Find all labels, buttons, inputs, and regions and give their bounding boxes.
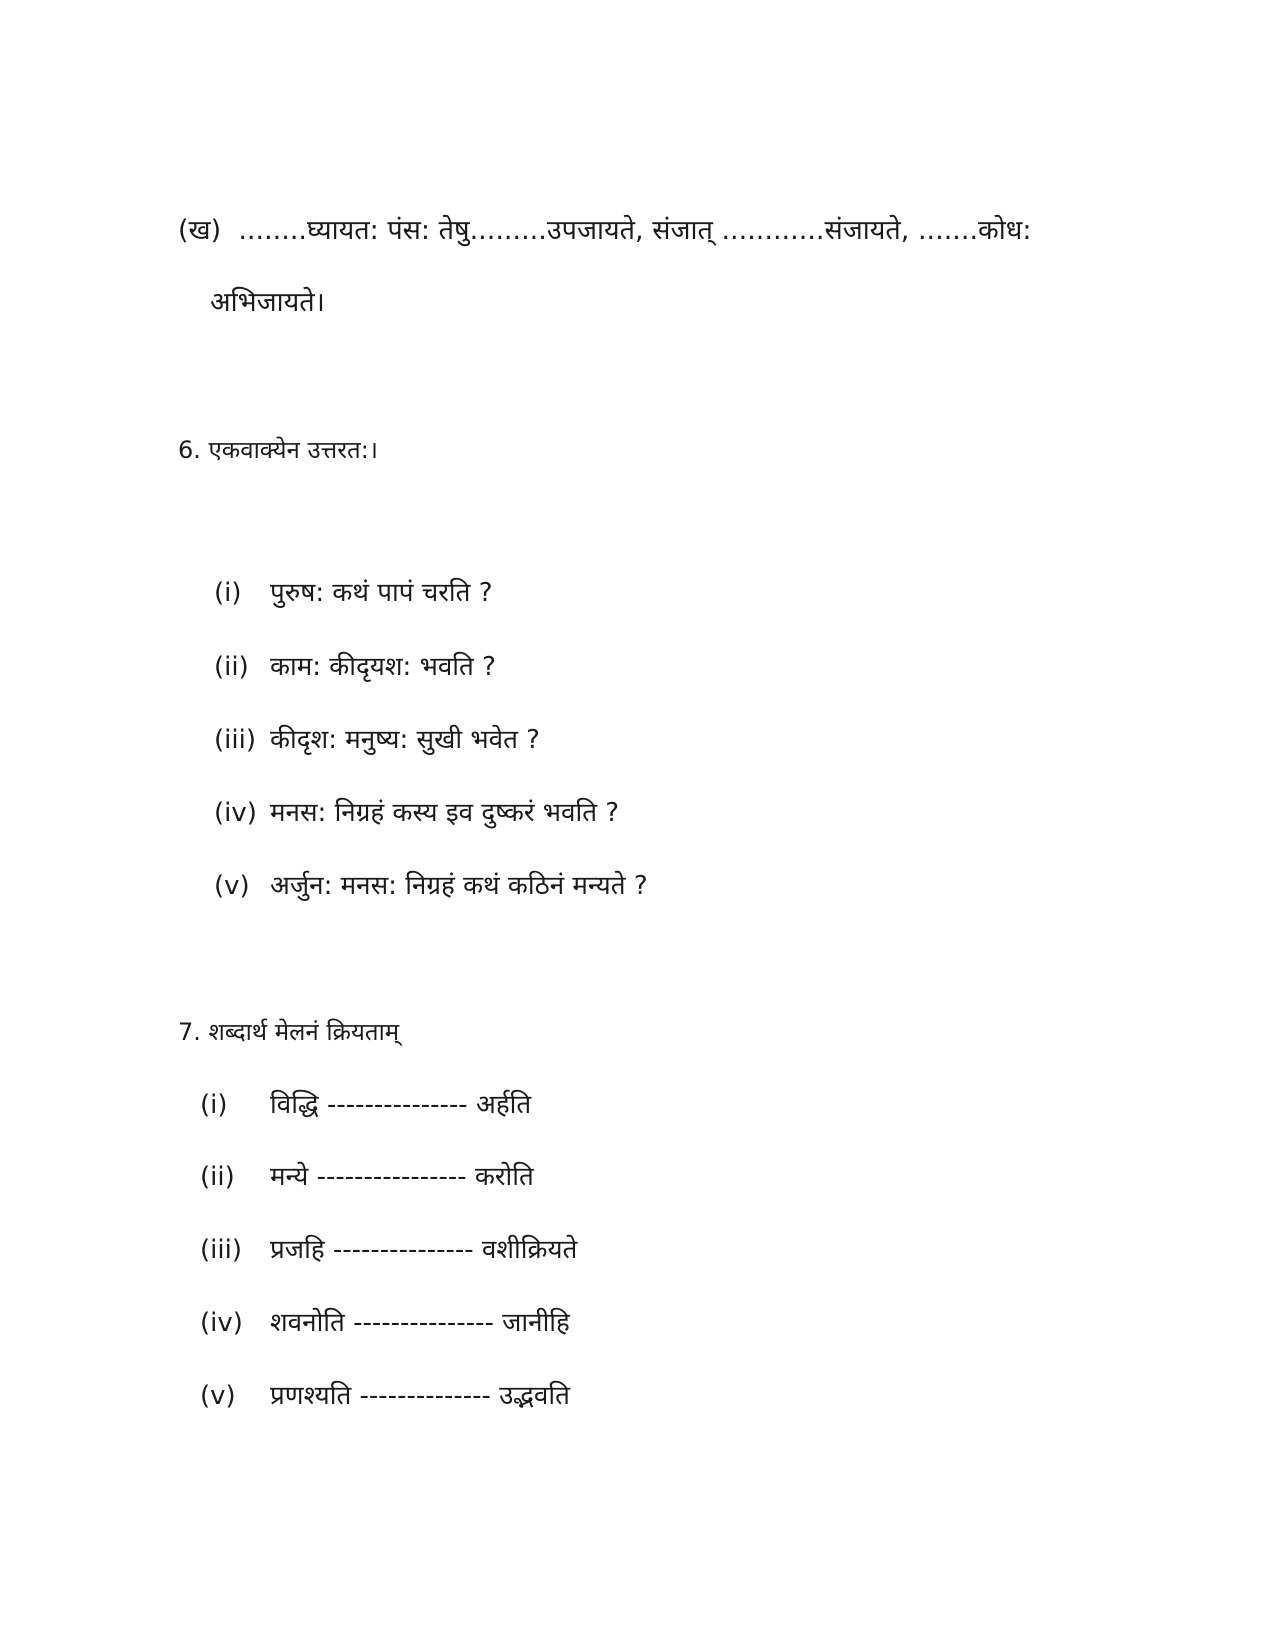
item-number: (ii) xyxy=(200,1162,235,1192)
list-item xyxy=(214,576,493,610)
item-number: (v) xyxy=(200,1381,236,1411)
item-number: (i) xyxy=(214,578,242,608)
item-text: प्रजहि --------------- वशीक्रियते xyxy=(270,1235,578,1265)
item-number: (v) xyxy=(214,871,250,901)
item-text: मन्ये ---------------- करोति xyxy=(270,1162,534,1192)
list-item xyxy=(214,869,648,903)
item-text: अर्जुन: मनस: निग्रहं कथं कठिनं मन्यते ? xyxy=(270,871,648,901)
item-number: (iii) xyxy=(214,725,256,755)
list-item xyxy=(200,1088,531,1122)
section-kha-label: (ख) xyxy=(178,215,222,246)
item-number: (i) xyxy=(200,1090,228,1120)
item-text: काम: कीदृयश: भवति ? xyxy=(270,652,496,682)
list-item xyxy=(200,1379,570,1413)
item-number: (iv) xyxy=(200,1308,243,1338)
item-text: विद्धि --------------- अर्हति xyxy=(270,1090,532,1120)
item-text: शवनोति --------------- जानीहि xyxy=(270,1308,570,1338)
list-item xyxy=(214,723,540,757)
item-text: प्रणश्यति -------------- उद्भवति xyxy=(270,1381,570,1411)
list-item xyxy=(200,1233,577,1267)
question6-heading: 6. एकवाक्येन उत्तरत:। xyxy=(178,436,378,464)
question7-heading: 7. शब्दार्थ मेलनं क्रियताम् xyxy=(178,1018,400,1046)
section-kha-text: ........घ्यायत: पंस: तेषु.........उपजायते, संजात् ............संजायते, .......कोध: xyxy=(238,215,1032,246)
list-item xyxy=(200,1160,534,1194)
item-text: कीदृश: मनुष्य: सुखी भवेत ? xyxy=(270,725,540,755)
item-number: (ii) xyxy=(214,652,249,682)
item-text: पुरुष: कथं पापं चरति ? xyxy=(270,578,493,608)
list-item xyxy=(214,796,619,830)
list-item xyxy=(214,650,496,684)
item-number: (iv) xyxy=(214,798,257,828)
item-text: मनस: निग्रहं कस्य इव दुष्करं भवति ? xyxy=(270,798,620,828)
section-kha-line2: अभिजायते। xyxy=(210,287,325,318)
item-number: (iii) xyxy=(200,1235,242,1265)
list-item xyxy=(200,1306,570,1340)
section-kha-line1 xyxy=(178,214,1031,248)
